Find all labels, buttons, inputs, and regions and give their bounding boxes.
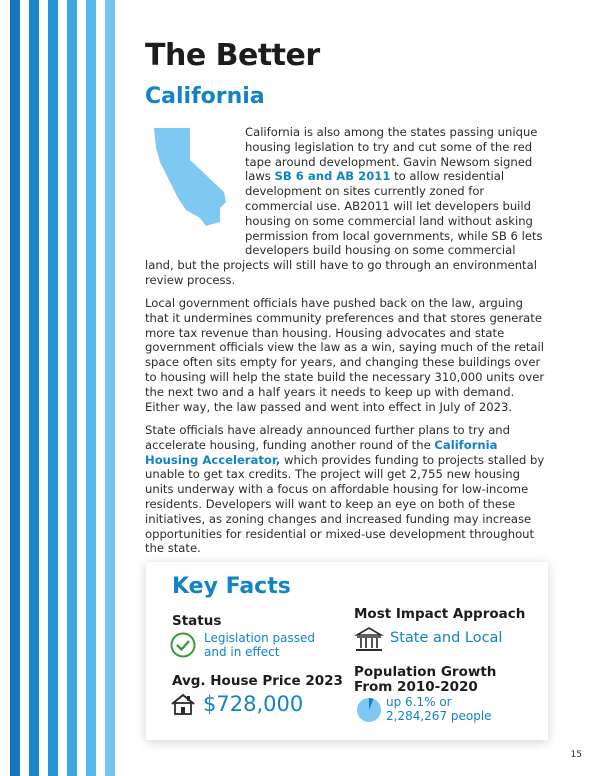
growth-label: Population Growth From 2010-2020	[354, 664, 497, 695]
approach-value: State and Local	[390, 630, 503, 646]
page-number: 15	[570, 750, 582, 760]
pie-chart-icon	[355, 696, 383, 724]
approach-label: Most Impact Approach	[354, 606, 526, 622]
house-icon	[170, 692, 196, 716]
paragraph-1: California is also among the states passing unique housing legislation to try and cut some of the red tape around development. Gavin Newsom signed laws SB 6 and AB 2011 to allow residential development on sites currently zoned for commercial use. AB2011 will let developers build housing on some commercial land without asking permission from local governments, while SB 6 lets developers build housing on some commercial land, but the projects will still have to go through an environmental review process.	[145, 125, 543, 287]
status-value: Legislation passed and in effect	[204, 631, 316, 659]
decorative-stripes	[0, 0, 130, 776]
checkmark-icon	[170, 632, 196, 658]
page-subtitle: California	[145, 84, 265, 109]
paragraph-2: Local government officials have pushed back on the law, arguing that it undermines community preferences and that stores generate more tax revenue than housing. Housing advocates and state government officials view the law as a win, saying much of the retail space often sits empty for years, and changing these buildings over to housing will help the state build the necessary 310,000 units over the next two and a half years it needs to keep up with demand. Either way, the law passed and went into effect in July of 2023.	[145, 296, 545, 414]
government-building-icon	[354, 626, 384, 654]
paragraph-3: State officials have already announced further plans to try and accelerate housing, funding another round of the California Housing Accelerator, which provides funding to projects stalled by unable to get tax credits. The project will get 2,755 new housing units underway with a focus on affordable housing for low-income residents. Developers will want to keep an eye on both of these initiatives, as zoning changes and increased funding may increase opportunities for residential or mixed-use development throughout the state.	[145, 423, 545, 556]
price-value: $728,000	[203, 692, 304, 716]
growth-value: up 6.1% or 2,284,267 people	[386, 695, 492, 723]
page-title: The Better	[145, 38, 320, 73]
key-facts-card	[146, 562, 548, 740]
link-california-housing-accelerator[interactable]: California Housing Accelerator,	[145, 437, 498, 467]
link-sb6-ab2011[interactable]: SB 6 and AB 2011	[274, 169, 391, 184]
status-label: Status	[172, 613, 222, 629]
key-facts-title: Key Facts	[172, 574, 291, 599]
price-label: Avg. House Price 2023	[172, 673, 343, 689]
